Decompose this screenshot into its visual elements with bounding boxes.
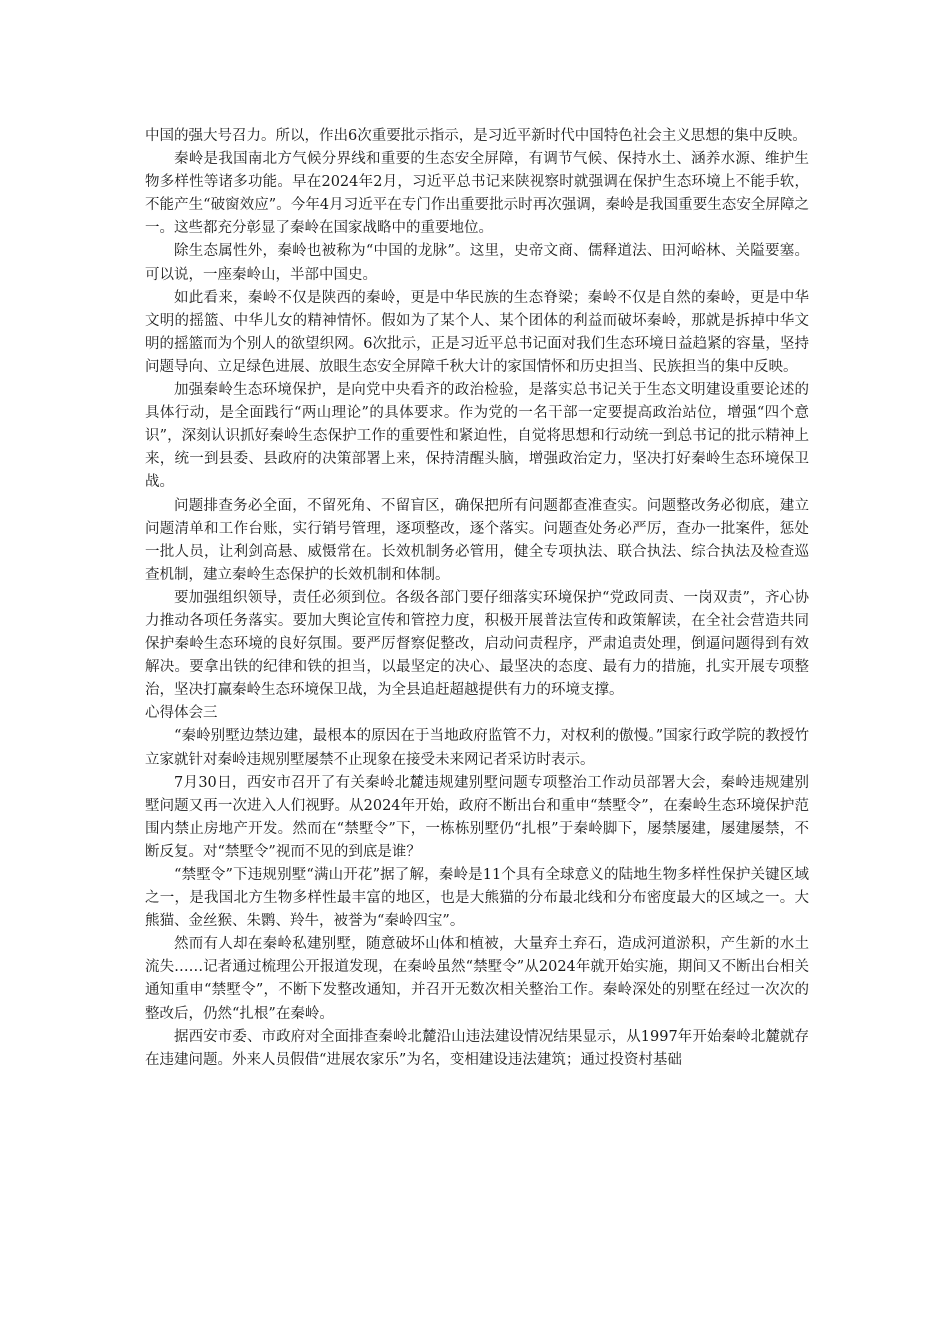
paragraph-problem-checks: 问题排查务必全面，不留死角、不留盲区，确保把所有问题都查准查实。问题整改务必彻底，建立问题清单和工作台账，实行销号管理，逐项整改，逐个落实。问题查处务必严厉，查办一批案件，惩处一批人员，让利剑高悬、威慑常在。长效机制务必管用，健全专项执法、联合执法、综合执法及检查巡查机制，建立秦岭生态保护的长效机制和体制。: [145, 497, 809, 583]
document-page: [145, 125, 809, 1072]
paragraph-ecological-spine: 如此看来，秦岭不仅是陕西的秦岭，更是中华民族的生态脊梁；秦岭不仅是自然的秦岭，更是中华文明的摇篮、中华儿女的精神情怀。假如为了某个人、某个团体的利益而破坏秦岭，那就是拆掉中华文明的摇篮而为个别人的欲望织网。6次批示，正是习近平总书记面对我们生态环境日益趋紧的容量，坚持问题导向、立足绿色进展、放眼生态安全屏障千秋大计的家国情怀和历史担当、民族担当的集中反映。: [145, 289, 809, 375]
paragraph-investigation: 据西安市委、市政府对全面排查秦岭北麓沿山违法建设情况结果显示，从1997年开始秦岭北麓就存在违建问题。外来人员假借“进展农家乐”为名，变相建设违法建筑；通过投资村基础: [145, 1028, 809, 1068]
paragraph-dragon-vein: 除生态属性外，秦岭也被称为“中国的龙脉”。这里，史帝文商、儒释道法、田河峪林、关隘要塞。可以说，一座秦岭山，半部中国史。: [145, 243, 809, 283]
paragraph-political-test: 加强秦岭生态环境保护，是向党中央看齐的政治检验，是落实总书记关于生态文明建设重要论述的具体行动，是全面践行“两山理论”的具体要求。作为党的一名干部一定要提高政治站位，增强“四个意识”，深刻认识抓好秦岭生态保护工作的重要性和紧迫性，自觉将思想和行动统一到总书记的批示精神上来，统一到县委、县政府的决策部署上来，保持清醒头脑，增强政治定力，坚决打好秦岭生态环境保卫战。: [145, 382, 809, 491]
paragraph-continuation: 中国的强大号召力。所以，作出6次重要批示指示，是习近平新时代中国特色社会主义思想的集中反映。: [145, 128, 807, 144]
paragraph-leadership: 要加强组织领导，责任必须到位。各级各部门要仔细落实环境保护“党政同责、一岗双责”，齐心协力推动各项任务落实。要加大舆论宣传和管控力度，积极开展普法宣传和政策解读，在全社会营造共同保护秦岭生态环境的良好氛围。要严厉督察促整改，启动问责程序，严肃追责处理，倒逼问题得到有效解决。要拿出铁的纪律和铁的担当，以最坚定的决心、最坚决的态度、最有力的措施，扎实开展专项整治，坚决打赢秦岭生态环境保卫战，为全县追赶超越提供有力的环境支撑。: [145, 589, 809, 699]
paragraph-biodiversity: “禁墅令”下违规别墅“满山开花”据了解，秦岭是11个具有全球意义的陆地生物多样性保护关键区域之一，是我国北方生物多样性最丰富的地区，也是大熊猫的分布最北线和分布密度最大的区域之一。大熊猫、金丝猴、朱鹮、羚牛，被誉为“秦岭四宝”。: [145, 867, 809, 930]
section-heading: 心得体会三: [145, 705, 218, 722]
paragraph-july-meeting: 7月30日，西安市召开了有关秦岭北麓违规建别墅问题专项整治工作动员部署大会，秦岭违规建别墅问题又再一次进入人们视野。从2024年开始，政府不断出台和重申“禁墅令”，在秦岭生态环境保护范围内禁止房地产开发。然而在“禁墅令”下，一栋栋别墅仍“扎根”于秦岭脚下，屡禁屡建，屡建屡禁，不断反复。对“禁墅令”视而不见的到底是谁？: [145, 774, 809, 860]
paragraph-illegal-villas: 然而有人却在秦岭私建别墅，随意破坏山体和植被，大量弃土弃石，造成河道淤积，产生新的水土流失……记者通过梳理公开报道发现，在秦岭虽然“禁墅令”从2024年就开始实施，期间又不断出台相关通知重申“禁墅令”，不断下发整改通知，并召开无数次相关整治工作。秦岭深处的别墅在经过一次次的整改后，仍然“扎根”在秦岭。: [145, 936, 809, 1022]
paragraph-qinling-ecology: 秦岭是我国南北方气候分界线和重要的生态安全屏障，有调节气候、保持水土、涵养水源、维护生物多样性等诸多功能。早在2024年2月，习近平总书记来陕视察时就强调在保护生态环境上不能手软，不能产生“破窗效应”。今年4月习近平在专门作出重要批示时再次强调，秦岭是我国重要生态安全屏障之一。这些都充分彰显了秦岭在国家战略中的重要地位。: [145, 151, 809, 237]
paragraph-quote: “秦岭别墅边禁边建，最根本的原因在于当地政府监管不力，对权利的傲慢。”国家行政学院的教授竹立家就针对秦岭违规别墅屡禁不止现象在接受未来网记者采访时表示。: [145, 728, 809, 768]
